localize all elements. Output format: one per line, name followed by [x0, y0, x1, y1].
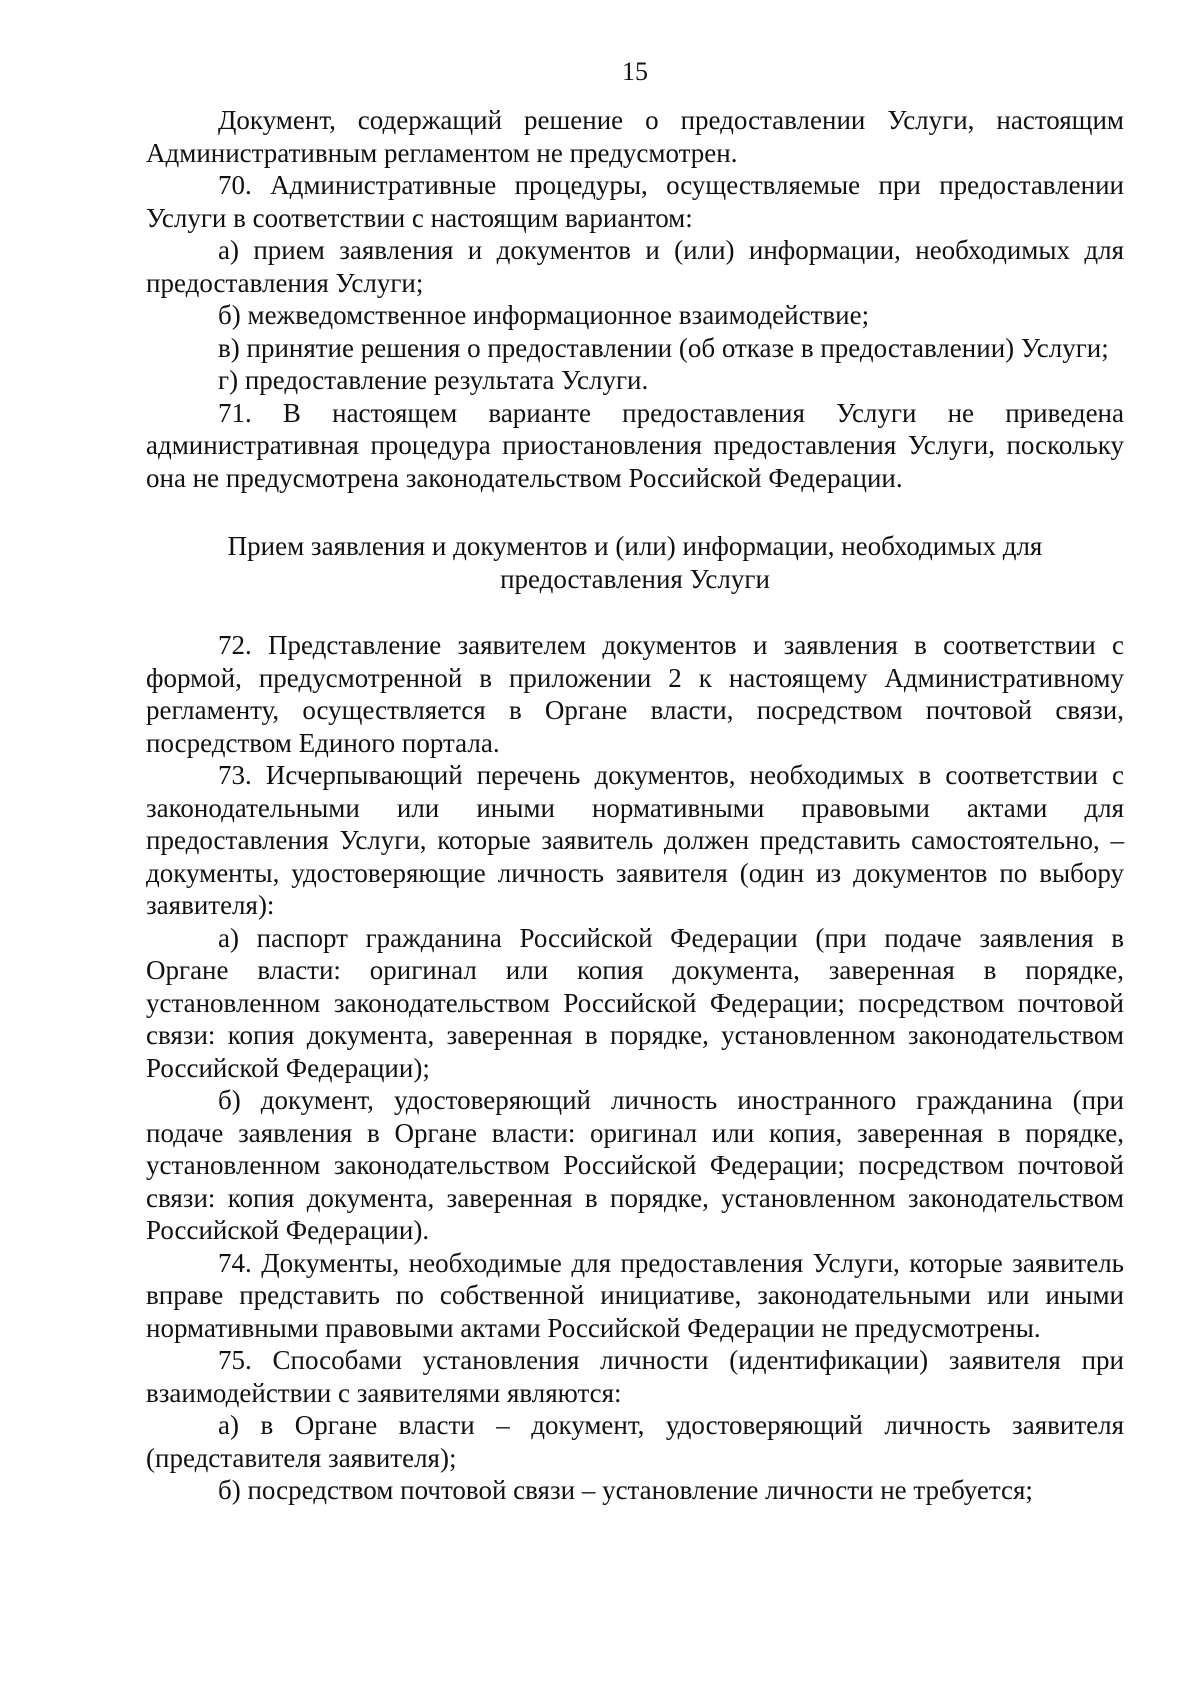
paragraph-70-v: в) принятие решения о предоставлении (об отказе в предоставлении) Услуги; [218, 332, 1109, 363]
paragraph-72: 72. Представление заявителем документов и заявления в соответствии с формой, предусмотренной в приложении 2 к настоящему Административному регламенту, осуществляется в Органе власти, посредством почтовой связи, посредством Единого портала. [146, 630, 1124, 758]
paragraph-75-b: б) посредством почтовой связи – установление личности не требуется; [218, 1475, 1033, 1505]
paragraph-75: 75. Способами установления личности (идентификации) заявителя при взаимодействии с заявителями являются: [146, 1345, 1124, 1408]
page-number: 15 [622, 57, 648, 86]
paragraph-73-b: б) документ, удостоверяющий личность иностранного гражданина (при подаче заявления в Органе власти: оригинал или копия, заверенная в порядке, установленном законодательством Российской Федерации; посредством почтовой связи: копия документа, заверенная в порядке, установленном законодательством Российской Федерации). [146, 1085, 1124, 1245]
section-title: Прием заявления и документов и (или) информации, необходимых для предоставления Услуги [227, 531, 1043, 594]
paragraph-74: 74. Документы, необходимые для предоставления Услуги, которые заявитель вправе представить по собственной инициативе, законодательными или иными нормативными правовыми актами Российской Федерации не предусмотрены. [146, 1247, 1124, 1343]
paragraph-73-a: а) паспорт гражданина Российской Федерации (при подаче заявления в Органе власти: оригинал или копия документа, заверенная в порядке, установленном законодательством Российской Федерации; посредством почтовой связи: копия документа, заверенная в порядке, установленном законодательством Российской Федерации); [146, 922, 1124, 1083]
paragraph-70-g: г) предоставление результата Услуги. [218, 365, 649, 395]
paragraph-70: 70. Административные процедуры, осуществляемые при предоставлении Услуги в соответствии с настоящим вариантом: [146, 170, 1124, 233]
paragraph-70-b: б) межведомственное информационное взаимодействие; [218, 300, 870, 330]
paragraph-document-decision: Документ, содержащий решение о предоставлении Услуги, настоящим Административным регламентом не предусмотрен. [146, 105, 1124, 168]
paragraph-71: 71. В настоящем варианте предоставления Услуги не приведена административная процедура приостановления предоставления Услуги, поскольку она не предусмотрена законодательством Российской Федерации. [146, 397, 1124, 493]
paragraph-73: 73. Исчерпывающий перечень документов, необходимых в соответствии с законодательными или иными нормативными правовыми актами для предоставления Услуги, которые заявитель должен представить самостоятельно, – документы, удостоверяющие личность заявителя (один из документов по выбору заявителя): [146, 760, 1124, 920]
paragraph-75-a: а) в Органе власти – документ, удостоверяющий личность заявителя (представителя заявителя); [146, 1410, 1124, 1473]
document-page [146, 56, 1124, 1507]
paragraph-70-a: а) прием заявления и документов и (или) информации, необходимых для предоставления Услуги; [146, 235, 1124, 298]
